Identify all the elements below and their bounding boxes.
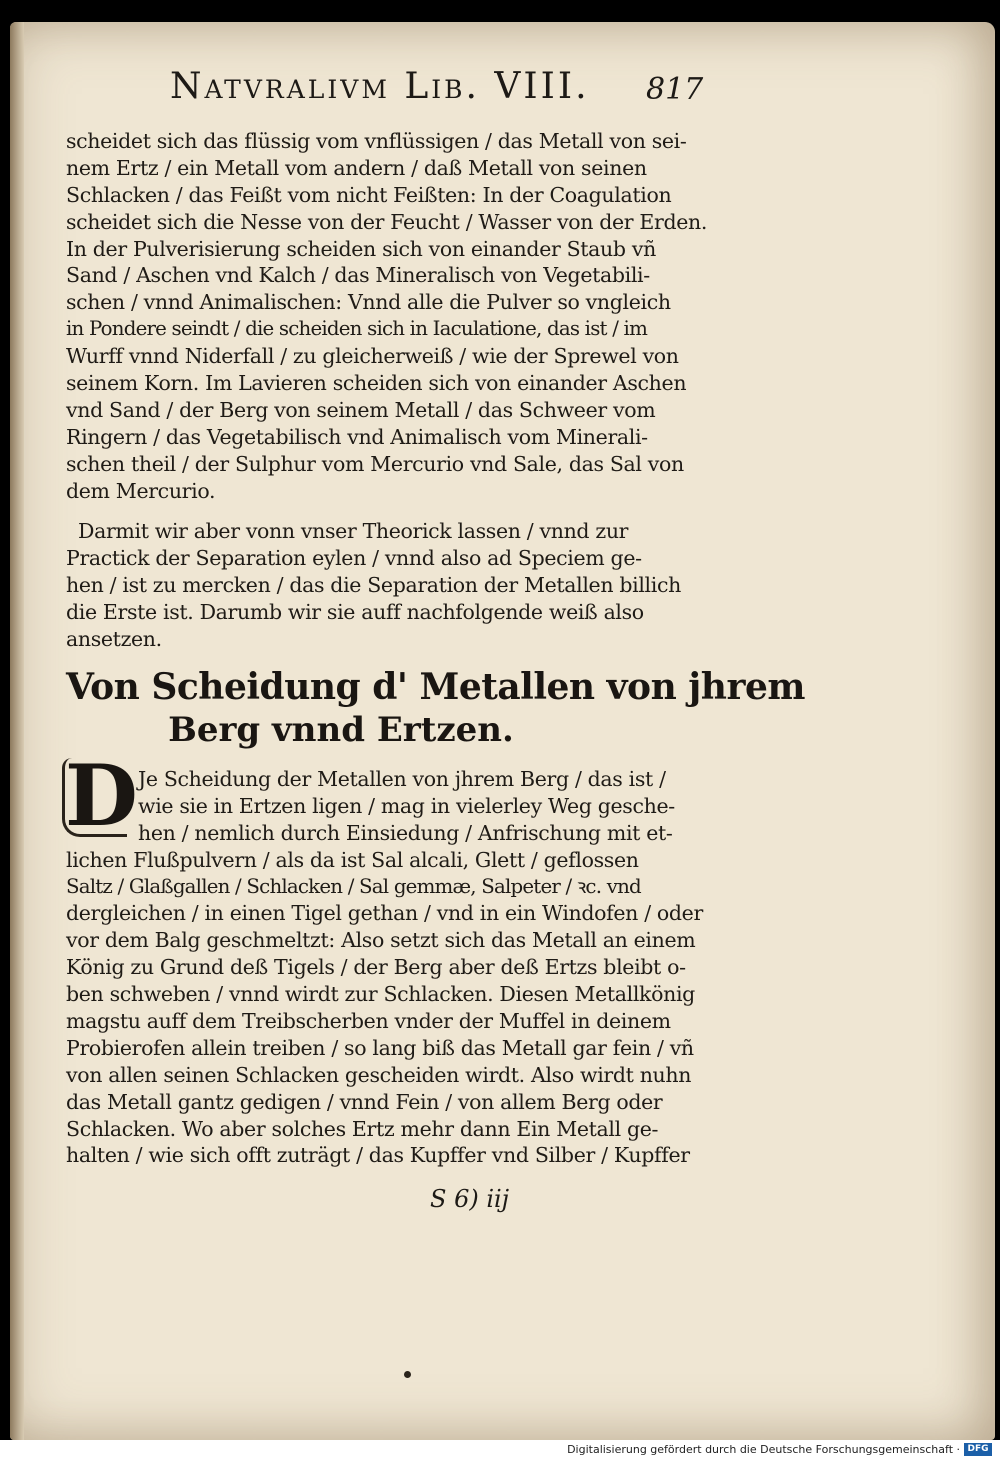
heading-line-2: Berg vnnd Ertzen. [168, 710, 514, 750]
text-line: von allen seinen Schlacken gescheiden wirdt. Also wirdt nuhn [66, 1062, 692, 1087]
text-line: Je Scheidung der Metallen von jhrem Berg / das ist / [138, 767, 666, 791]
text-line: In der Pulverisierung scheiden sich von einander Staub vñ [66, 236, 656, 261]
text-line: vor dem Balg geschmeltzt: Also setzt sich das Metall an einem [66, 928, 696, 953]
text-line: Schlacken. Wo aber solches Ertz mehr dann Ein Metall ge- [66, 1116, 659, 1141]
text-line: Wurff vnnd Niderfall / zu gleicherweiß / wie der Sprewel von [66, 344, 679, 369]
heading-line-1: Von Scheidung d' Metallen von jhrem [66, 666, 805, 708]
text-line: Darmit wir aber vonn vnser Theorick lassen / vnnd zur [78, 519, 629, 543]
text-line: dergleichen / in einen Tigel gethan / vnd in ein Windofen / oder [66, 901, 703, 926]
text-line: Ringern / das Vegetabilisch vnd Animalisch vom Minerali- [66, 424, 648, 449]
text-line: wie sie in Ertzen ligen / mag in vielerley Weg gesche- [138, 793, 675, 818]
text-line: ansetzen. [66, 626, 162, 651]
paragraph-2 [66, 518, 686, 652]
text-line: vnd Sand / der Berg von seinem Metall / das Schweer vom [66, 397, 656, 422]
text-line: halten / wie sich offt zuträgt / das Kupffer vnd Silber / Kupffer [66, 1143, 690, 1168]
text-line: in Pondere seindt / die scheiden sich in Iaculatione, das ist / im [66, 317, 648, 341]
text-line: lichen Flußpulvern / als da ist Sal alcali, Glett / geflossen [66, 847, 639, 872]
text-line: scheidet sich die Nesse von der Feucht / Wasser von der Erden. [66, 209, 708, 234]
text-line: hen / nemlich durch Einsiedung / Anfrischung mit et- [138, 820, 673, 845]
dfg-logo-icon: DFG [964, 1443, 992, 1456]
text-line: magstu auff dem Treibscherben vnder der Muffel in deinem [66, 1009, 671, 1034]
ink-dot [404, 1371, 411, 1378]
paragraph-1 [66, 128, 708, 504]
text-line: König zu Grund deß Tigels / der Berg aber deß Ertzs bleibt o- [66, 955, 686, 980]
text-line: Saltz / Glaßgallen / Schlacken / Sal gemmæ, Salpeter / ꝛc. vnd [66, 874, 641, 898]
digitization-footer [0, 1440, 1000, 1460]
printer-signature: S 6) iij [430, 1185, 510, 1213]
text-line: ben schweben / vnnd wirdt zur Schlacken. Diesen Metallkönig [66, 982, 695, 1007]
text-line: nem Ertz / ein Metall vom andern / daß Metall von seinen [66, 155, 647, 180]
text-line: hen / ist zu mercken / das die Separation der Metallen billich [66, 572, 681, 597]
text-line: dem Mercurio. [66, 478, 216, 503]
text-line: das Metall gantz gedigen / vnnd Fein / von allem Berg oder [66, 1089, 663, 1114]
page-edge [10, 22, 24, 1440]
text-line: Practick der Separation eylen / vnnd also ad Speciem ge- [66, 545, 642, 570]
running-head: Natvralivm Lib. VIII. [170, 66, 590, 107]
text-line: Probierofen allein treiben / so lang biß das Metall gar fein / vñ [66, 1035, 694, 1060]
page-number: 817 [646, 72, 704, 107]
footer-credit: Digitalisierung gefördert durch die Deutsche Forschungsgemeinschaft · [567, 1443, 960, 1456]
text-line: scheidet sich das flüssig vom vnflüssigen / das Metall von sei- [66, 129, 687, 153]
decorated-initial: D [62, 758, 127, 837]
section-heading [66, 666, 805, 750]
text-line: seinem Korn. Im Lavieren scheiden sich von einander Aschen [66, 371, 687, 396]
text-line: die Erste ist. Darumb wir sie auff nachfolgende weiß also [66, 599, 644, 624]
text-line: Sand / Aschen vnd Kalch / das Mineralisch von Vegetabili- [66, 263, 650, 288]
text-line: schen / vnnd Animalischen: Vnnd alle die Pulver so vngleich [66, 290, 671, 315]
paragraph-3 [66, 766, 703, 1169]
text-line: Schlacken / das Feißt vom nicht Feißten: In der Coagulation [66, 182, 672, 207]
text-line: schen theil / der Sulphur vom Mercurio vnd Sale, das Sal von [66, 451, 684, 476]
